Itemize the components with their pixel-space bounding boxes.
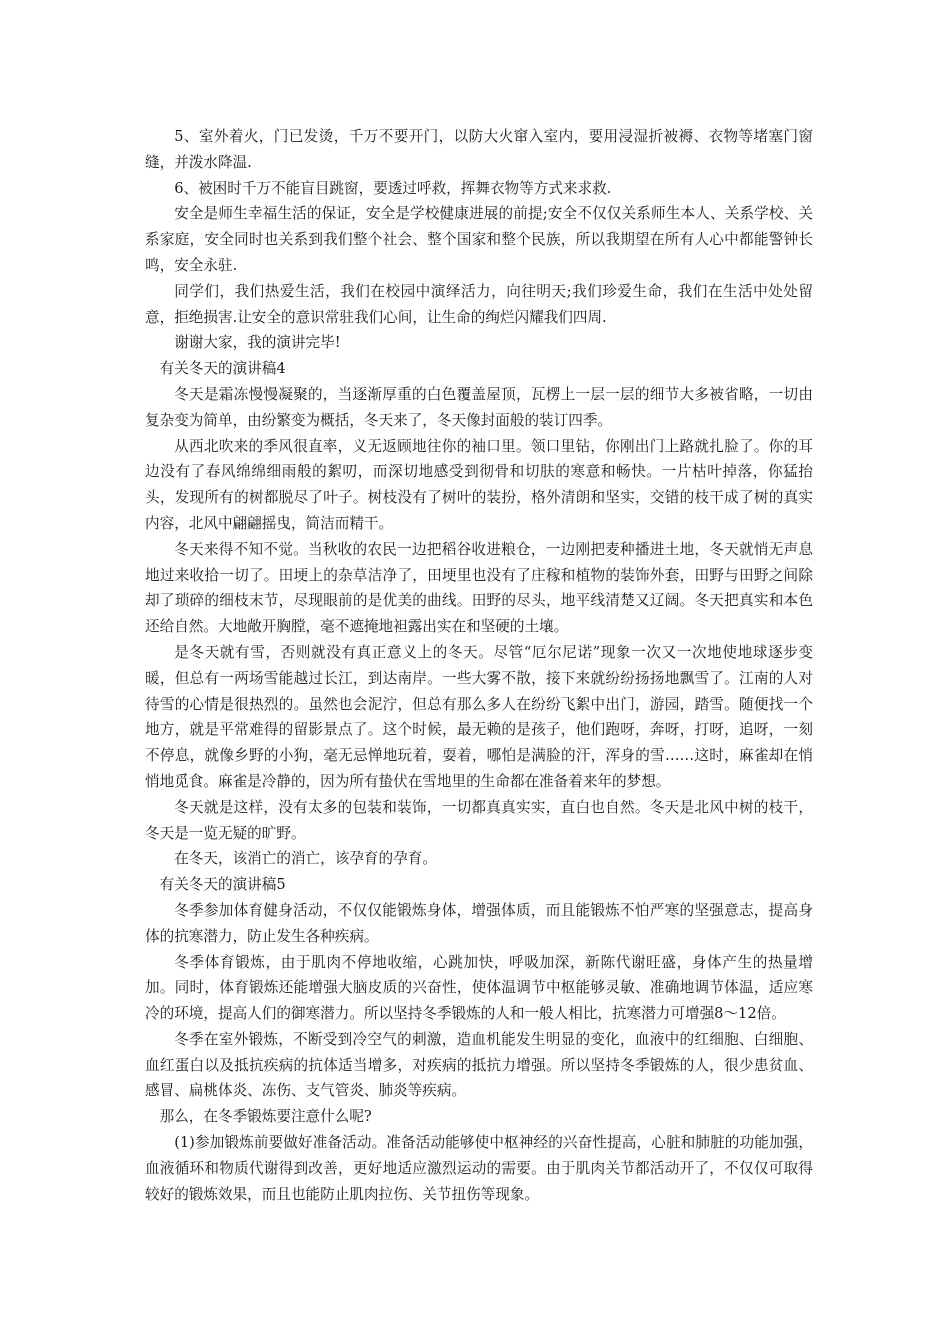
paragraph-winter-exercise: 冬季参加体育健身活动，不仅仅能锻炼身体，增强体质，而且能锻炼不怕严寒的坚强意志，提高身体的抗寒潜力，防止发生各种疾病。 (145, 901, 813, 945)
paragraph-exercise-blood: 冬季在室外锻炼，不断受到冷空气的刺激，造血机能发生明显的变化，血液中的红细胞、白细胞、血红蛋白以及抵抗疾病的抗体适当增多，对疾病的抵抗力增强。所以坚持冬季锻炼的人，很少患贫血、感冒、扁桃体炎、冻伤、支气管炎、肺炎等疾病。 (145, 1030, 813, 1100)
section-heading-speech-5: 有关冬天的演讲稿5 (159, 876, 286, 894)
paragraph-warmup: (1)参加锻炼前要做好准备活动。准备活动能够使中枢神经的兴奋性提高，心脏和肺脏的功能加强，血液循环和物质代谢得到改善，更好地适应激烈运动的需要。由于肌肉关节都活动开了，不仅仅可取得较好的锻炼效果，而且也能防止肌肉拉伤、关节扭伤等现象。 (145, 1134, 813, 1203)
paragraph-safety-importance: 安全是师生幸福生活的保证，安全是学校健康进展的前提;安全不仅仅关系师生本人、关系学校、关系家庭，安全同时也关系到我们整个社会、整个国家和整个民族，所以我期望在所有人心中都能警钟长鸣，安全永驻. (145, 205, 813, 274)
paragraph-question: 那么，在冬季锻炼要注意什么呢? (159, 1108, 372, 1126)
paragraph-winter-fields: 冬天来得不知不觉。当秋收的农民一边把稻谷收进粮仓，一边刚把麦种播进土地，冬天就悄无声息地过来收拾一切了。田埂上的杂草洁净了，田埂里也没有了庄稼和植物的装饰外套，田野与田野之间除却了琐碎的细枝末节，尽现眼前的是优美的曲线。田野的尽头，地平线清楚又辽阔。冬天把真实和本色还给自然。大地敞开胸膛，毫不遮掩地袒露出实在和坚硬的土壤。 (145, 540, 813, 636)
paragraph-winter-snow: 是冬天就有雪，否则就没有真正意义上的冬天。尽管“厄尔尼诺”现象一次又一次地使地球逐步变暖，但总有一两场雪能越过长江，到达南岸。一些大雾不散，接下来就纷纷扬扬地飘雪了。江南的人对待雪的心情是很热烈的。虽然也会泥泞，但总有那么多人在纷纷飞絮中出门，游园，踏雪。随便找一个地方，就是平常难得的留影景点了。这个时候，最无赖的是孩子，他们跑呀，奔呀，打呀，追呀，一刻不停息，就像乡野的小狗，毫无忌惮地玩着，耍着，哪怕是满脸的汗，浑身的雪……这时，麻雀却在悄悄地觅食。麻雀是冷静的，因为所有蛰伏在雪地里的生命都在准备着来年的梦想。 (145, 643, 813, 790)
paragraph-classmates: 同学们，我们热爱生活，我们在校园中演绎活力，向往明天;我们珍爱生命，我们在生活中处处留意，拒绝损害.让安全的意识常驻我们心间，让生命的绚烂闪耀我们四周. (145, 282, 813, 326)
paragraph-fire-tip-5: 5、室外着火，门已发烫，千万不要开门，以防大火窜入室内，要用浸湿折被褥、衣物等堵塞门窗缝，并泼水降温. (145, 128, 813, 171)
section-heading-speech-4: 有关冬天的演讲稿4 (159, 360, 286, 378)
paragraph-thanks: 谢谢大家，我的演讲完毕! (174, 334, 341, 352)
paragraph-fire-tip-6: 6、被困时千万不能盲目跳窗，要透过呼救，挥舞衣物等方式来求救. (174, 179, 612, 197)
paragraph-exercise-heat: 冬季体育锻炼，由于肌肉不停地收缩，心跳加快，呼吸加深，新陈代谢旺盛，身体产生的热量增加。同时，体育锻炼还能增强大脑皮质的兴奋性，使体温调节中枢能够灵敏、准确地调节体温，适应寒冷的环境，提高人们的御寒潜力。所以坚持冬季锻炼的人和一般人相比，抗寒潜力可增强8～12倍。 (145, 953, 813, 1023)
document-page (145, 124, 813, 1207)
paragraph-winter-plain: 冬天就是这样，没有太多的包装和装饰，一切都真真实实，直白也自然。冬天是北风中树的枝干，冬天是一览无疑的旷野。 (145, 798, 813, 842)
paragraph-winter-wind: 从西北吹来的季风很直率，义无返顾地往你的袖口里。领口里钻，你刚出门上路就扎脸了。你的耳边没有了春风绵绵细雨般的絮叨，而深切地感受到彻骨和切肤的寒意和畅快。一片枯叶掉落，你猛抬头，发现所有的树都脱尽了叶子。树枝没有了树叶的装扮，格外清朗和坚实，交错的枝干成了树的真实内容，北风中翩翩摇曳，简洁而精干。 (145, 437, 813, 532)
paragraph-winter-cycle: 在冬天，该消亡的消亡，该孕育的孕育。 (174, 850, 437, 868)
paragraph-winter-frost: 冬天是霜冻慢慢凝聚的，当逐渐厚重的白色覆盖屋顶，瓦楞上一层一层的细节大多被省略，一切由复杂变为简单，由纷繁变为概括，冬天来了，冬天像封面般的装订四季。 (145, 385, 813, 429)
